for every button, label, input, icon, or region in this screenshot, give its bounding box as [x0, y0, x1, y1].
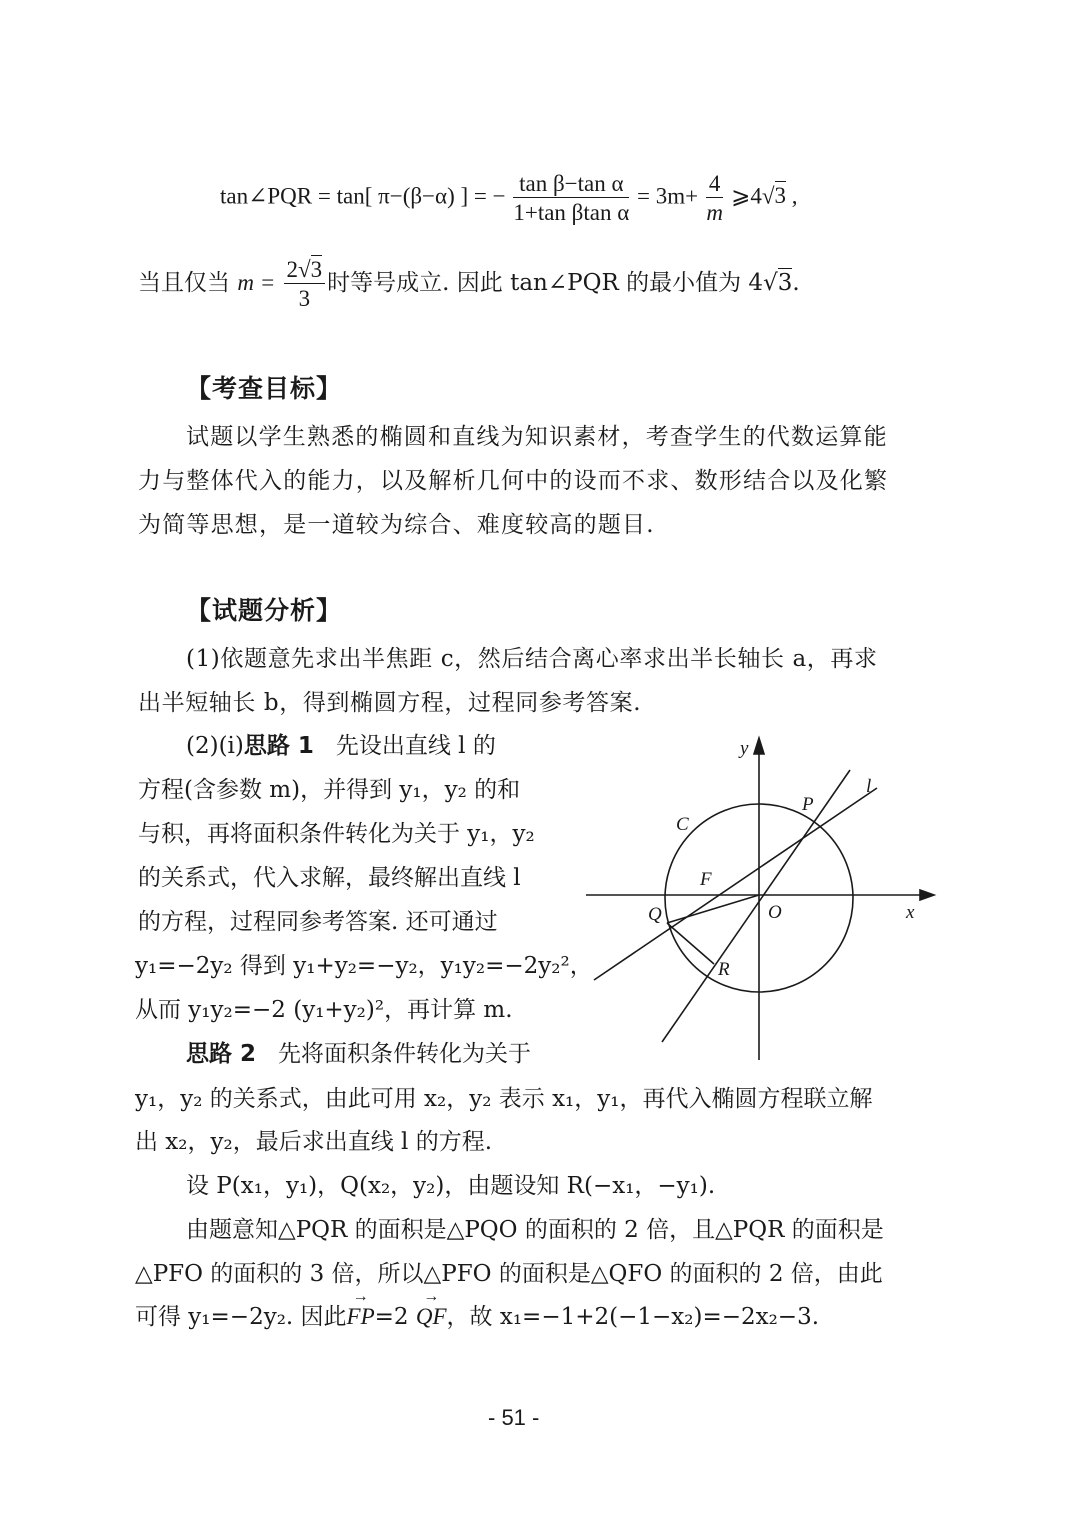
analysis-p4: 设 P(x₁，y₁)，Q(x₂，y₂)，由题设知 R(−x₁，−y₁).	[186, 1173, 716, 1199]
text-part: ，故 x₁=−1+2(−1−x₂)=−2x₂−3.	[446, 1304, 820, 1330]
label-y: y	[740, 738, 749, 759]
label-c: C	[676, 814, 689, 835]
sqrt-icon: √	[763, 270, 778, 296]
page-number: - 51 -	[488, 1405, 540, 1430]
analysis-p1-line-2: 出半短轴长 b，得到椭圆方程，过程同参考答案.	[138, 690, 642, 716]
fraction-numerator: 4	[706, 172, 724, 198]
formula-tan-pqr	[220, 172, 798, 224]
analysis-p2-line-7: 从而 y₁y₂=−2 (y₁+y₂)²，再计算 m.	[135, 997, 513, 1023]
fraction-2sqrt3-3	[284, 258, 326, 310]
label-l: l	[866, 776, 872, 797]
comma: ,	[791, 183, 798, 209]
analysis-p5-line-3	[135, 1305, 819, 1329]
label-p: P	[802, 794, 814, 815]
sqrt-radicand: 3	[310, 257, 323, 282]
analysis-p2-line-3: 与积，再将面积条件转化为关于 y₁，y₂	[138, 821, 535, 847]
equals-two: =2	[374, 1304, 409, 1330]
text-part: 可得 y₁=−2y₂. 因此	[135, 1304, 347, 1330]
idea-2-text: 先将面积条件转化为关于	[277, 1041, 531, 1067]
idea-1-label: 思路 1	[243, 733, 314, 759]
formula-lhs: tan∠PQR	[220, 183, 313, 209]
coef: 2	[286, 257, 299, 282]
label-o: O	[768, 902, 782, 923]
fraction-denominator: 3	[298, 286, 311, 311]
analysis-p3-line-3: 出 x₂，y₂，最后求出直线 l 的方程.	[135, 1129, 493, 1155]
sqrt-radicand: 3	[777, 270, 793, 296]
analysis-p1-line-1: (1)依题意先求出半焦距 c，然后结合离心率求出半长轴长 a，再求	[186, 646, 878, 672]
idea-1-text: 先设出直线 l 的	[335, 733, 496, 759]
analysis-p2-line-1	[186, 735, 496, 758]
vector-fp: → FP	[347, 1305, 375, 1328]
analysis-p2-line-4: 的关系式，代入求解，最终解出直线 l	[138, 865, 521, 891]
equals-sign: =	[317, 183, 331, 209]
line-l	[594, 788, 877, 980]
text-prefix: 当且仅当	[138, 270, 230, 296]
geq-four: ⩾4	[731, 183, 762, 209]
period: .	[792, 270, 800, 296]
fraction-numerator: tan β−tan α	[513, 172, 629, 198]
formula-tan-pi: tan[ π−(β−α) ]	[336, 183, 469, 209]
section-title-objective: 【考查目标】	[186, 374, 343, 403]
analysis-p5-line-1: 由题意知△PQR 的面积是△PQO 的面积的 2 倍，且△PQR 的面积是	[186, 1217, 884, 1243]
fraction-4-m	[706, 172, 724, 224]
equals-sign: =	[261, 270, 275, 295]
label-x: x	[906, 902, 915, 923]
sqrt-icon: √	[761, 183, 775, 209]
analysis-p5-line-2: △PFO 的面积的 3 倍，所以△PFO 的面积是△QFO 的面积的 2 倍，由此	[135, 1261, 883, 1287]
fraction-denominator: m	[706, 200, 723, 225]
var-m: m	[237, 270, 254, 295]
fraction-denominator: 1+tan βtan α	[513, 200, 630, 225]
label-r: R	[718, 959, 730, 980]
equals-minus: = −	[473, 183, 506, 209]
part-label: (2)(ⅰ)	[186, 733, 244, 759]
analysis-p2-line-2: 方程(含参数 m)，并得到 y₁，y₂ 的和	[138, 777, 521, 803]
equals-3m: = 3m+	[637, 183, 699, 209]
x-axis-arrow-icon	[920, 890, 934, 900]
sqrt-radicand: 3	[774, 183, 787, 209]
fraction-numerator	[284, 258, 326, 284]
section-title-analysis: 【试题分析】	[186, 596, 343, 625]
sqrt-icon: √	[298, 257, 311, 282]
label-q: Q	[648, 904, 662, 925]
label-f: F	[700, 869, 712, 890]
fraction-tan	[513, 172, 629, 224]
analysis-p3-line-2: y₁，y₂ 的关系式，由此可用 x₂，y₂ 表示 x₁，y₁，再代入椭圆方程联立解	[135, 1086, 873, 1112]
objective-line-2: 力与整体代入的能力，以及解析几何中的设而不求、数形结合以及化繁	[138, 468, 889, 494]
segment-qr	[667, 923, 714, 964]
analysis-p3-line-1	[186, 1043, 531, 1066]
vector-qf: → QF	[416, 1305, 447, 1328]
objective-line-1: 试题以学生熟悉的椭圆和直线为知识素材，考查学生的代数运算能	[186, 424, 888, 450]
idea-2-label: 思路 2	[186, 1041, 257, 1067]
equality-condition-line	[138, 258, 800, 310]
y-axis-arrow-icon	[754, 738, 764, 754]
line-por	[662, 770, 850, 1042]
text-mid: 时等号成立. 因此 tan∠PQR 的最小值为 4	[327, 270, 764, 296]
analysis-p2-line-6: y₁=−2y₂ 得到 y₁+y₂=−y₂，y₁y₂=−2y₂²，	[135, 953, 593, 979]
analysis-p2-line-5: 的方程，过程同参考答案. 还可通过	[138, 909, 498, 935]
objective-line-3: 为简等思想，是一道较为综合、难度较高的题目.	[138, 512, 655, 538]
geometry-figure	[572, 730, 952, 1070]
